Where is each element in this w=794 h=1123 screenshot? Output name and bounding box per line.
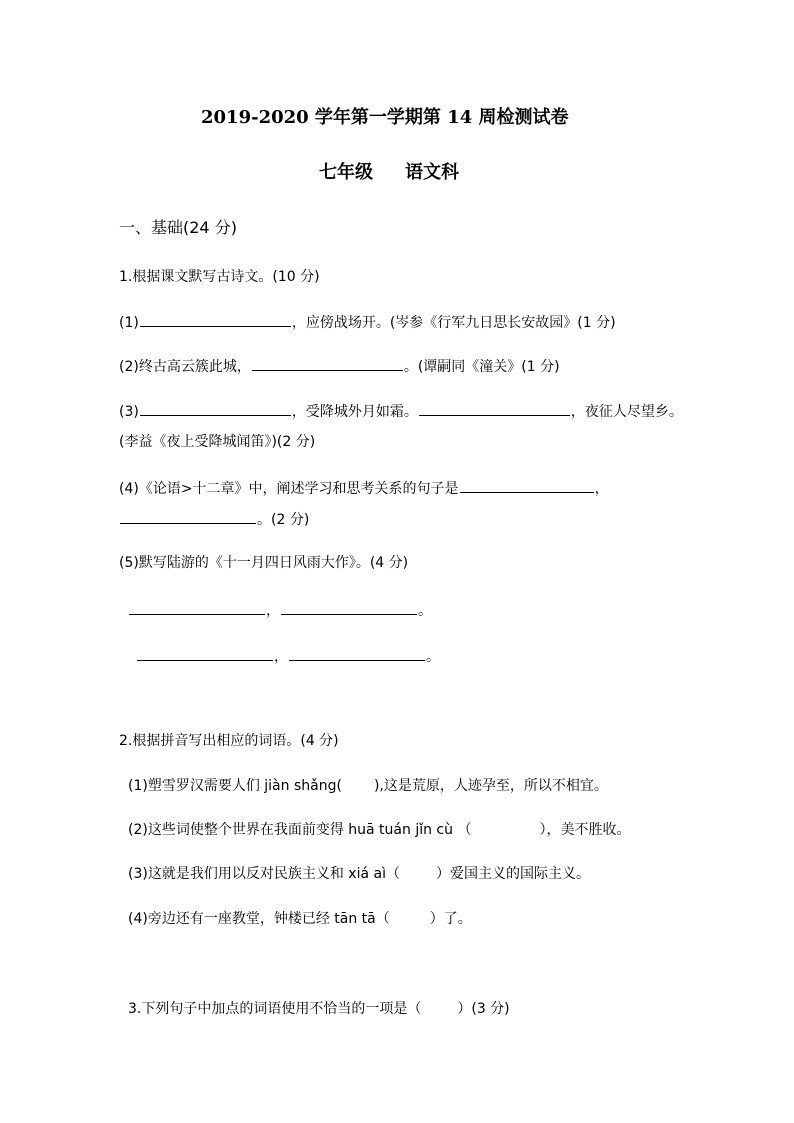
end-mark: 。 [418,603,432,619]
question-2-item-3 [128,864,590,884]
answer-blank[interactable] [140,312,291,327]
item-number: (1) [119,315,139,331]
item-text: ，应傍战场开。(岑参《行军九日思长安故园》(1 分) [291,315,616,331]
question-2-item-2 [128,820,630,840]
item-text: ),这是荒原，人迹孕至，所以不相宜。 [373,778,608,794]
item-text: ，受降城外月如霜。 [291,404,418,420]
question-1-item-4-continued [119,509,309,530]
item-text: ， [594,481,609,497]
item-text: ）(3 分) [457,1001,510,1017]
item-text: ，夜征人尽望乡。 [570,404,683,420]
answer-blank[interactable] [419,401,570,416]
item-text: (4)《论语>十二章》中，阐述学习和思考关系的句子是 [119,481,459,497]
item-text: 。(2 分) [257,512,310,528]
item-text: (2)这些词使整个世界在我面前变得 huā tuán jǐn cù （ [128,822,472,838]
grade-label: 七年级 [319,162,373,183]
item-text: (4)旁边还有一座教堂，钟楼已经 tān tā（ [128,911,390,927]
section-heading: 一、基础(24 分) [119,218,237,237]
item-text: ），美不胜收。 [539,822,631,838]
question-1-item-3-continued: (李益《夜上受降城闻笛》)(2 分) [119,434,316,450]
subject-label: 语文科 [405,162,459,183]
item-number: (3) [119,404,139,420]
exam-subtitle [319,163,459,183]
item-text: 。(谭嗣同《潼关》(1 分) [403,359,560,375]
question-2-item-4 [128,909,472,929]
separator: ， [266,603,280,619]
item-text: ）了。 [429,911,472,927]
answer-blank[interactable] [252,356,403,371]
question-1-item-1 [119,312,616,333]
end-mark: 。 [426,649,440,665]
question-1-item-4 [119,478,609,499]
answer-blank[interactable] [137,646,273,661]
question-1-item-5: (5)默写陆游的《十一月四日风雨大作》。(4 分) [119,555,409,571]
item-text: 3.下列句子中加点的词语使用不恰当的一项是（ [128,1001,422,1017]
item-text: ）爱国主义的国际主义。 [435,866,590,882]
item-text: (2)终古高云簇此城， [119,359,251,375]
separator: ， [274,649,288,665]
item-text: (3)这就是我们用以反对民族主义和 xiá aì（ [128,866,400,882]
question-1-item-5-line-1 [128,600,432,621]
question-3-prompt [128,999,510,1019]
item-text: (1)塑雪罗汉需要人们 jiàn shǎng( [128,778,342,794]
question-1-item-2 [119,356,560,377]
answer-blank[interactable] [140,401,291,416]
question-2-item-1 [128,776,608,796]
question-2-prompt: 2.根据拼音写出相应的词语。(4 分) [119,733,339,749]
exam-title: 2019-2020 学年第一学期第 14 周检测试卷 [201,107,569,128]
answer-blank[interactable] [460,478,594,493]
answer-blank[interactable] [281,600,417,615]
question-1-item-3 [119,401,683,422]
answer-blank[interactable] [120,509,256,524]
question-1-item-5-line-2 [136,646,440,667]
question-1-prompt: 1.根据课文默写古诗文。(10 分) [119,269,320,285]
answer-blank[interactable] [289,646,425,661]
answer-blank[interactable] [129,600,265,615]
